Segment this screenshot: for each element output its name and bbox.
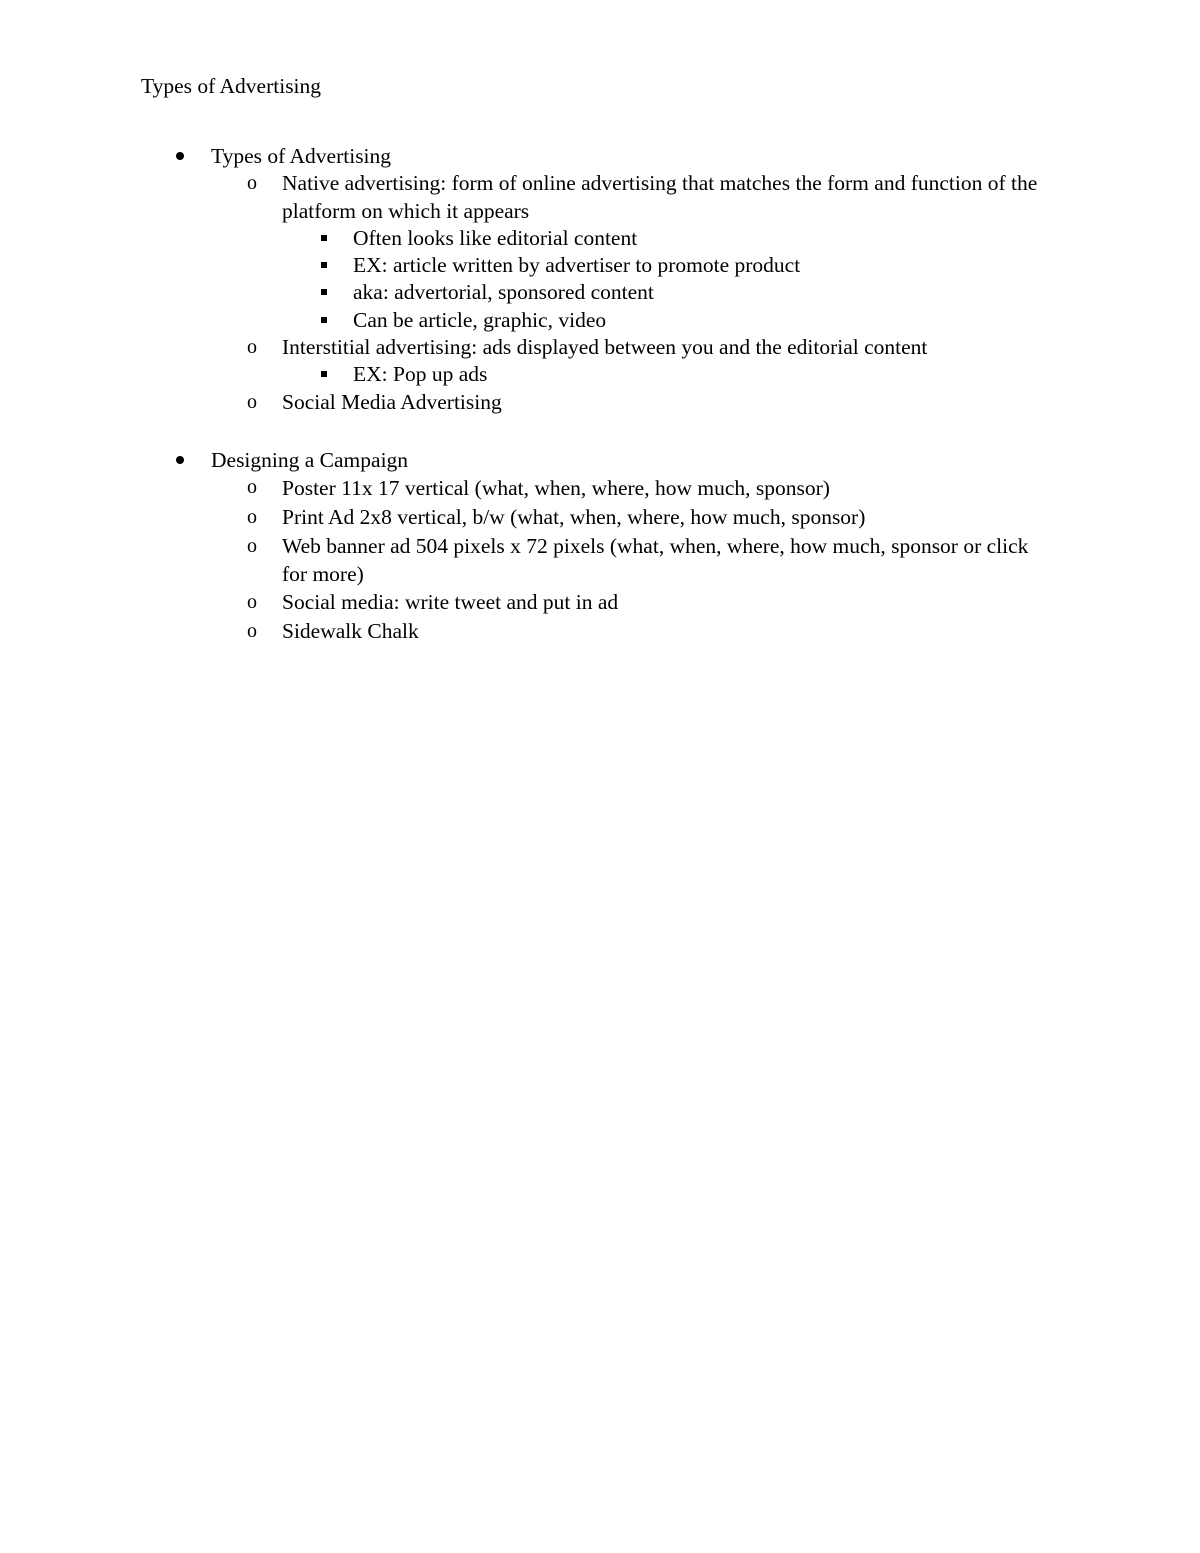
bullet-circle-icon: o [247, 506, 257, 528]
nested-item-text: EX: Pop up ads [353, 362, 488, 387]
bullet-square-icon [321, 262, 327, 268]
bullet-circle-icon: o [247, 591, 257, 613]
list-item-text: Poster 11x 17 vertical (what, when, where, how much, sponsor) [282, 476, 830, 500]
section-item [141, 446, 1061, 646]
nested-item-text: Can be article, graphic, video [353, 307, 607, 332]
list-item [141, 334, 1051, 389]
list-item [141, 617, 1051, 646]
nested-item-text: Often looks like editorial content [353, 226, 638, 250]
nested-item-text: aka: advertorial, sponsored content [353, 280, 654, 305]
list-item [141, 503, 1051, 532]
list-item [141, 588, 1051, 617]
section-list-types [141, 142, 1061, 416]
bullet-circle-icon: o [247, 476, 257, 498]
list-item [141, 389, 1051, 417]
bullet-dot-icon [176, 152, 184, 160]
nested-list-item [212, 252, 981, 279]
list-item-text: Interstitial advertising: ads displayed between you and the editorial content [282, 334, 928, 359]
bullet-square-icon [321, 235, 327, 241]
section-heading: Designing a Campaign [211, 448, 409, 472]
list-item-text: Social media: write tweet and put in ad [282, 590, 619, 614]
bullet-circle-icon: o [247, 335, 257, 358]
nested-list [212, 225, 981, 334]
list-item-text: Native advertising: form of online advertising that matches the form and function of the platform on which it appears [282, 171, 1038, 223]
list-item-text: Sidewalk Chalk [282, 619, 419, 643]
bullet-square-icon [321, 289, 327, 295]
bullet-circle-icon: o [247, 390, 257, 413]
bullet-circle-icon: o [247, 620, 257, 642]
list-item-text: Print Ad 2x8 vertical, b/w (what, when, where, how much, sponsor) [282, 505, 866, 529]
section-sublist [141, 170, 1051, 416]
bullet-square-icon [321, 317, 327, 323]
bullet-square-icon [321, 371, 327, 377]
list-item-text: Web banner ad 504 pixels x 72 pixels (what, when, where, how much, sponsor or click for more) [282, 534, 1029, 586]
nested-item-text: EX: article written by advertiser to promote product [353, 253, 801, 278]
section-sublist [141, 474, 1051, 646]
list-item [141, 170, 1051, 334]
list-item [141, 532, 1051, 588]
bullet-circle-icon: o [247, 535, 257, 557]
bullet-dot-icon [176, 456, 184, 464]
list-item [141, 474, 1051, 503]
nested-list-item [212, 279, 981, 306]
bullet-circle-icon: o [247, 172, 257, 194]
section-item [141, 142, 1061, 416]
section-list-campaign [141, 446, 1061, 646]
nested-list-item [212, 361, 981, 388]
nested-list [212, 361, 981, 388]
nested-list-item [212, 225, 981, 252]
document-title: Types of Advertising [141, 74, 322, 98]
list-item-text: Social Media Advertising [282, 389, 502, 414]
nested-list-item [212, 307, 981, 334]
section-heading: Types of Advertising [211, 144, 392, 168]
